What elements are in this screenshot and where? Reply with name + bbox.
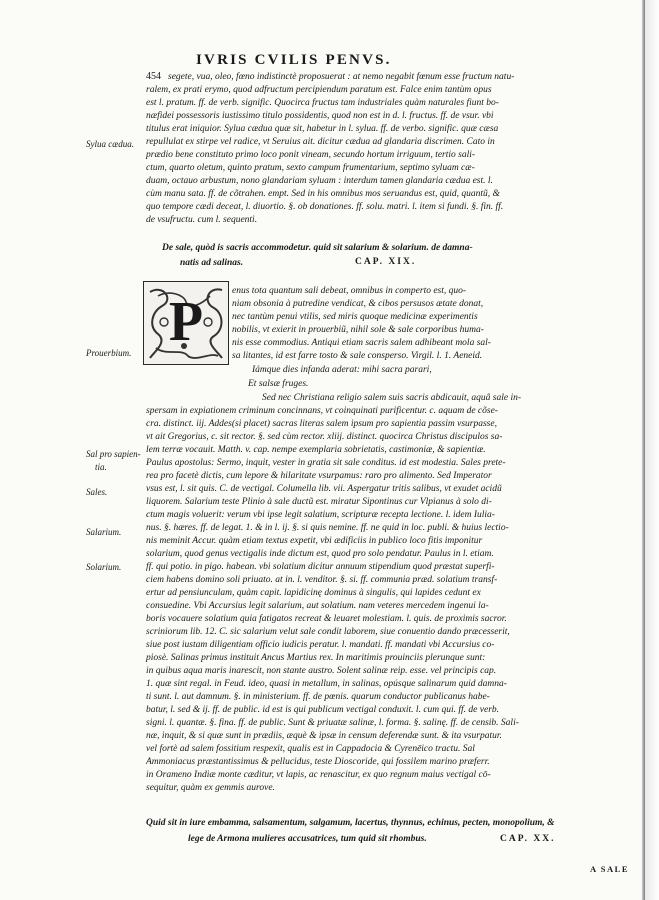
body-line: ti sunt. l. aut damnum. §. in ministerium. ff. de pœnis. quarum conductor publicanus habe- [146, 692, 490, 702]
body-line: rea pro facetè dictis, cum lepore & hilaritate vsurpamus: raro pro alimento. Sed Imperator [146, 471, 492, 481]
body-line: vsus est, l. sit quis. C. de vectigal. Columella lib. vii. Aspergatur tritis salibus, vt exudet acidũ [146, 484, 502, 494]
body-line: nis esse commodius. Antiqui etiam sacris salem adhibeant mola sal- [232, 338, 491, 348]
margin-note-sal-line1: Sal pro sapien- [86, 449, 141, 459]
body-line: cra. distinct. iij. Addes(si placet) sacras literas salem ipsum pro sapientia passim vsurpasse, [146, 419, 497, 429]
page-edge [645, 0, 659, 900]
body-line: liquorem. Salarium teste Plinio à sale ductũ est. miratur Sipontinus cur Vlpianus à solo di- [146, 497, 492, 507]
body-line: vt ait Gregorius, c. sit rector. §. sed cùm rector. xliij. distinct. quocirca Christus discipulos sa- [146, 432, 503, 442]
body-line: signi. l. quantæ. §. fina. ff. de public. Sunt & priuatæ salinæ, l. forma. §. salinę. ff. de censib. Sali- [146, 718, 519, 728]
chapter-20-number: CAP. XX. [500, 834, 556, 844]
body-line: nobilis, vt exierit in prouerbiũ, nihil sole & sale corporibus huma- [232, 325, 484, 335]
body-line: nus. §. hæres. ff. de legat. 1. & in l. ij. §. si quis nemine. ff. ne quid in loc. publi. & huius lectio- [146, 523, 509, 533]
catchword: A SALE [590, 864, 629, 874]
body-line: nec tantùm penui vtilis, sed miris quoque medicinæ experimentis [232, 312, 478, 322]
body-line: segete, vua, oleo, fœno indistinctè proposuerat : at nemo negabit fœnum esse fructum natu- [168, 72, 515, 82]
body-line: lem terræ vocauit. Matth. v. cap. nempe exemplaria sobrietatis, castimoniæ, & sapientiæ. [146, 445, 486, 455]
body-line: næfidei possessoris iustissimo titulo possidentis, quod non est in d. l. fructus. ff. de vsur. vbi [146, 111, 494, 121]
body-line: scriniorum lib. 12. C. sic salarium velut sale condit laborem, siue conuentio dando præcesserit, [146, 627, 510, 637]
decorated-initial [143, 281, 229, 365]
body-line: 1. quæ sint regal. in Feud. ideo, quasi in metallum, in salinas, opúsque salinarum quid damna- [146, 679, 507, 689]
body-line: ctum magis voluerit: verum vbi ipse legit salatium, scripturæ recepta lectione. l. idem Iulia- [146, 510, 495, 520]
chapter-19-heading-line1: De sale, quòd is sacris accommodetur. quid sit salarium & solarium. de damna- [162, 243, 473, 253]
body-line: batur, l. sed & ij. ff. de public. id est is qui publicum vectigal conduxit. l. cum qui. ff. de verb. [146, 705, 500, 715]
body-line: de vsufructu. cum l. sequenti. [146, 215, 258, 225]
body-line: næ, inquit, & si quæ sunt in prædiis, æquè & ipsæ in censum deferendæ sunt. & ita vsurpatur. [146, 731, 502, 741]
chapter-20-heading-line2: lege de Armona mulieres accusatrices, tum quid sit rhombus. [188, 834, 427, 844]
body-line: Ammoniacus præstantissimus & pellucidus, teste Dioscoride, qui fossilem marino præferr. [146, 757, 490, 767]
body-line: prædio bene constituto primo loco ponit vineam, secundo hortum irriguum, tertio sali- [146, 150, 476, 160]
body-line: in Orameno Indiæ monte cæditur, vt lapis, ac renascitur, ex quo regnum maius vectigal cō- [146, 770, 491, 780]
margin-note-sal-line2: tia. [95, 462, 107, 472]
body-line: sa litantes, id est farre tosto & sale consperso. Virgil. l. 1. Aeneid. [232, 351, 483, 361]
body-line: Sed nec Christiana religio salem suis sacris abdicauit, aquâ sale in- [262, 393, 522, 403]
margin-note-solarium: Solarium. [86, 562, 122, 572]
running-title: IVRIS CVILIS PENVS. [196, 52, 392, 68]
body-line: siue post iustam diligentiam officio iudicis peratur. l. mandati. ff. mandati vbi Accursius co- [146, 640, 495, 650]
body-line: solarium, quod genus vectigalis inde dictum est, quod pro solo pendatur. Paulus in l. etiam. [146, 549, 494, 559]
body-line: vel fortè ad salem fossitium respexit, qualis est in Cappadocia & Cyrenēico tractu. Sal [146, 744, 475, 754]
body-line: duam, octauo arbustum, nono glandariam syluam : interdum tamen glandaria cædua est. l. [146, 176, 493, 186]
body-line: repullulat ex stirpe vel radice, vt Seruius ait. dicitur cædua ad glandaria discrimen. Cato in [146, 137, 495, 147]
body-line: in quibus aqua maris inarescit, non stante austro. Solent salinæ reip. esse. vel principis cap. [146, 666, 497, 676]
margin-note-salarium: Salarium. [86, 527, 122, 537]
chapter-19-number: CAP. XIX. [355, 257, 417, 267]
body-line: nis meminit Accur. quàm etiam textus expetit, vbi ædificiis in publico loco fitis imponitur [146, 536, 483, 546]
body-line: titulus erat iniquior. Sylua cædua quæ sit, habetur in l. sylua. ff. de verbo. signific. quæ cæsa [146, 124, 499, 134]
ornamental-initial-icon [144, 282, 228, 364]
body-line: consuedine. Vbi Accursius legit salarium, aut solatium. nam veteres mercedem ingenui la- [146, 601, 489, 611]
initial-letter: P [168, 291, 204, 353]
chapter-19-heading-line2: natis ad salinas. [180, 258, 244, 268]
verse-line: Iámque dies infanda aderat: mihi sacra parari, [252, 365, 432, 375]
body-line: boris vocauere solatium quia fatigatos recreat & leuaret molestiam. l. quis. de proximis sacror. [146, 614, 507, 624]
body-line: ralem, ex prati erymo, quod adfructum percipiendum paratum est. Falce enim tantùm opus [146, 85, 492, 95]
chapter-20-heading-line1: Quid sit in iure embamma, salsamentum, salgamum, lacertus, thynnus, echinus, pecten, monopolium, & [146, 818, 555, 828]
body-line: ff. qui potio. in pigo. habean. vbi solatium dicitur annuum stipendium quod præstat superfi- [146, 562, 495, 572]
verse-line: Et salsæ fruges. [248, 379, 309, 389]
body-line: ctum, quarto oletum, quinto pratum, sexto campum frumentarium, septimo syluam cæ- [146, 163, 475, 173]
body-line: niam obsonia à putredine vendicat, & cibos persusos ætate donat, [232, 299, 484, 309]
body-line: est l. pratum. ff. de verb. signific. Quocirca fructus tam industriales quàm naturales fiunt bo- [146, 98, 499, 108]
body-line: spersam in expiationem criminum concinnans, vt coinquinati purificentur. c. aquam de cõse- [146, 406, 498, 416]
body-line: piosè. Salinas primus instituit Ancus Martius rex. In maritimis prouinciis plerunque sunt: [146, 653, 486, 663]
margin-note-sylua: Sylua cædua. [86, 139, 134, 149]
margin-note-prouerbium: Prouerbium. [86, 348, 132, 358]
body-line: quo tempore cædi deceat, l. diuortio. §. ob donationes. ff. solu. matri. l. item si fundi. §. fin. ff. [146, 202, 504, 212]
body-line: sequitur, quàm ex gemmis aurove. [146, 783, 275, 793]
body-line: cùm manu sata. ff. de cõtrahen. empt. Sed in his omnibus mos seruandus est, quid, quantũ, & [146, 189, 500, 199]
body-line: Paulus apostolus: Sermo, inquit, vester in gratia sit sale conditus. id est modestia. Sales prete- [146, 458, 506, 468]
body-line: ciem habens domino soli priuato. at in. l. venditor. §. si. ff. communia præd. solatium transf- [146, 575, 498, 585]
page-number: 454 [146, 71, 161, 82]
body-line: ertur ad pensiunculam, quàm capit. lapidicinę dominus à singulis, qui lapides cedunt ex [146, 588, 481, 598]
body-line: enus tota quantum sali debeat, omnibus in comperto est, quo- [232, 286, 467, 296]
margin-note-sales: Sales. [86, 487, 108, 497]
